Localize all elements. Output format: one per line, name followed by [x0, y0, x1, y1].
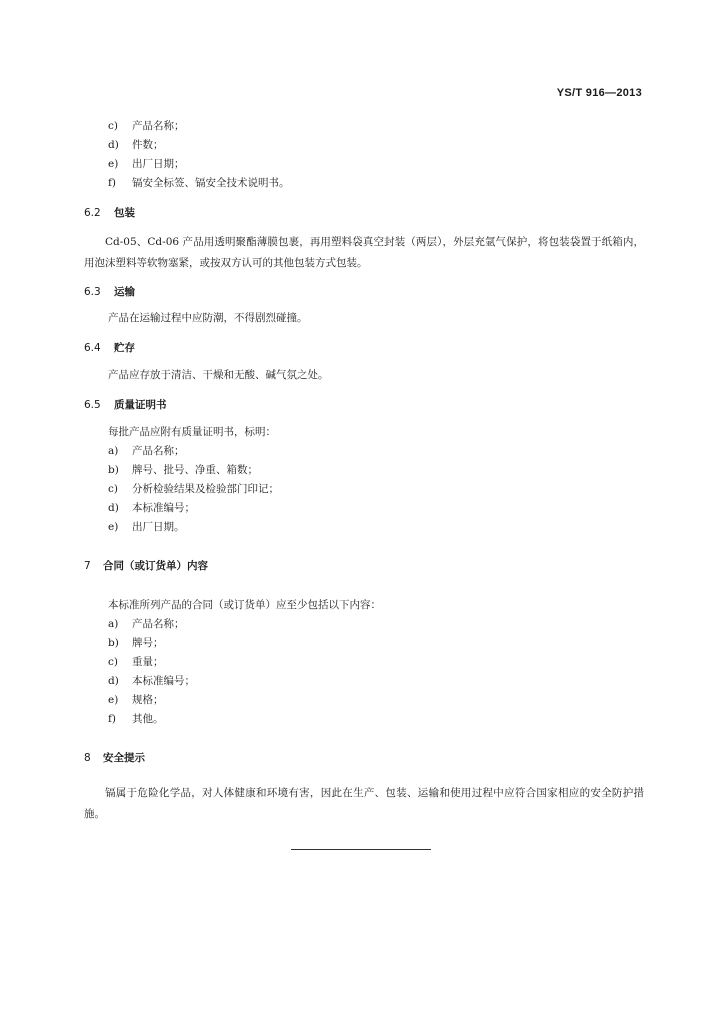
section-paragraph: Cd-05、Cd-06 产品用透明聚酯薄膜包裹，再用塑料袋真空封装（两层），外层充氩气保护，将包装袋置于纸箱内，用泡沫塑料等软物塞紧，或按双方认可的其他包装方式包装。: [84, 236, 644, 269]
list-text: 本标准编号；: [132, 502, 195, 514]
section-heading-8: [84, 750, 145, 765]
list-marker: c): [108, 656, 118, 668]
list-text: 出厂日期。: [132, 521, 185, 533]
section-heading-6-5: [84, 397, 167, 412]
list-marker: d): [108, 675, 119, 687]
section-title: 安全提示: [103, 752, 145, 764]
list-text: 牌号；: [132, 637, 164, 649]
list-item: [108, 712, 164, 726]
section-intro: 本标准所列产品的合同（或订货单）应至少包括以下内容：: [108, 599, 381, 611]
section-title: 运输: [114, 286, 135, 298]
section-number: 6.4: [84, 342, 101, 354]
section-paragraph: 镉属于危险化学品，对人体健康和环境有害，因此在生产、包装、运输和使用过程中应符合国家相应的安全防护措施。: [84, 787, 644, 820]
list-text: 件数；: [132, 139, 164, 151]
list-item: [108, 157, 185, 171]
section-title: 合同（或订货单）内容: [103, 560, 208, 572]
list-item: [108, 674, 195, 688]
list-marker: a): [108, 618, 119, 630]
section-paragraph: 产品在运输过程中应防潮，不得剧烈碰撞。: [108, 312, 308, 324]
list-item: [108, 138, 164, 152]
section-number: 6.5: [84, 399, 101, 411]
list-text: 镉安全标签、镉安全技术说明书。: [132, 177, 290, 189]
end-rule: [291, 849, 431, 850]
list-marker: d): [108, 139, 119, 151]
list-item: [108, 119, 185, 133]
section-title: 包装: [114, 207, 135, 219]
list-item: [108, 501, 195, 515]
list-text: 重量；: [132, 656, 164, 668]
section-number: 6.2: [84, 207, 101, 219]
list-marker: f): [108, 177, 116, 189]
section-number: 7: [84, 560, 91, 572]
list-text: 分析检验结果及检验部门印记；: [132, 483, 279, 495]
list-marker: c): [108, 483, 118, 495]
list-marker: e): [108, 694, 119, 706]
list-marker: f): [108, 713, 116, 725]
list-text: 产品名称；: [132, 618, 185, 630]
list-marker: e): [108, 158, 119, 170]
list-text: 出厂日期；: [132, 158, 185, 170]
list-text: 规格；: [132, 694, 164, 706]
standard-code-header: YS/T 916—2013: [556, 87, 642, 99]
list-marker: d): [108, 502, 119, 514]
section-title: 贮存: [114, 342, 135, 354]
list-text: 牌号、批号、净重、箱数；: [132, 464, 258, 476]
list-marker: a): [108, 445, 119, 457]
section-heading-7: [84, 558, 208, 573]
list-item: [108, 617, 185, 631]
list-marker: e): [108, 521, 119, 533]
section-title: 质量证明书: [114, 399, 167, 411]
list-item: [108, 444, 185, 458]
section-heading-6-4: [84, 340, 135, 355]
list-item: [108, 655, 164, 669]
list-text: 其他。: [132, 713, 164, 725]
section-heading-6-3: [84, 284, 135, 299]
section-number: 8: [84, 752, 91, 764]
list-item: [108, 482, 279, 496]
list-item: [108, 463, 258, 477]
list-marker: b): [108, 464, 119, 476]
list-item: [108, 693, 164, 707]
list-marker: c): [108, 120, 118, 132]
list-item: [108, 176, 290, 190]
section-heading-6-2: [84, 205, 135, 220]
list-text: 本标准编号；: [132, 675, 195, 687]
list-text: 产品名称；: [132, 120, 185, 132]
list-item: [108, 636, 164, 650]
section-intro: 每批产品应附有质量证明书，标明：: [108, 426, 276, 438]
list-item: [108, 520, 185, 534]
section-number: 6.3: [84, 286, 101, 298]
section-paragraph: 产品应存放于清洁、干燥和无酸、碱气氛之处。: [108, 369, 329, 381]
list-marker: b): [108, 637, 119, 649]
list-text: 产品名称；: [132, 445, 185, 457]
